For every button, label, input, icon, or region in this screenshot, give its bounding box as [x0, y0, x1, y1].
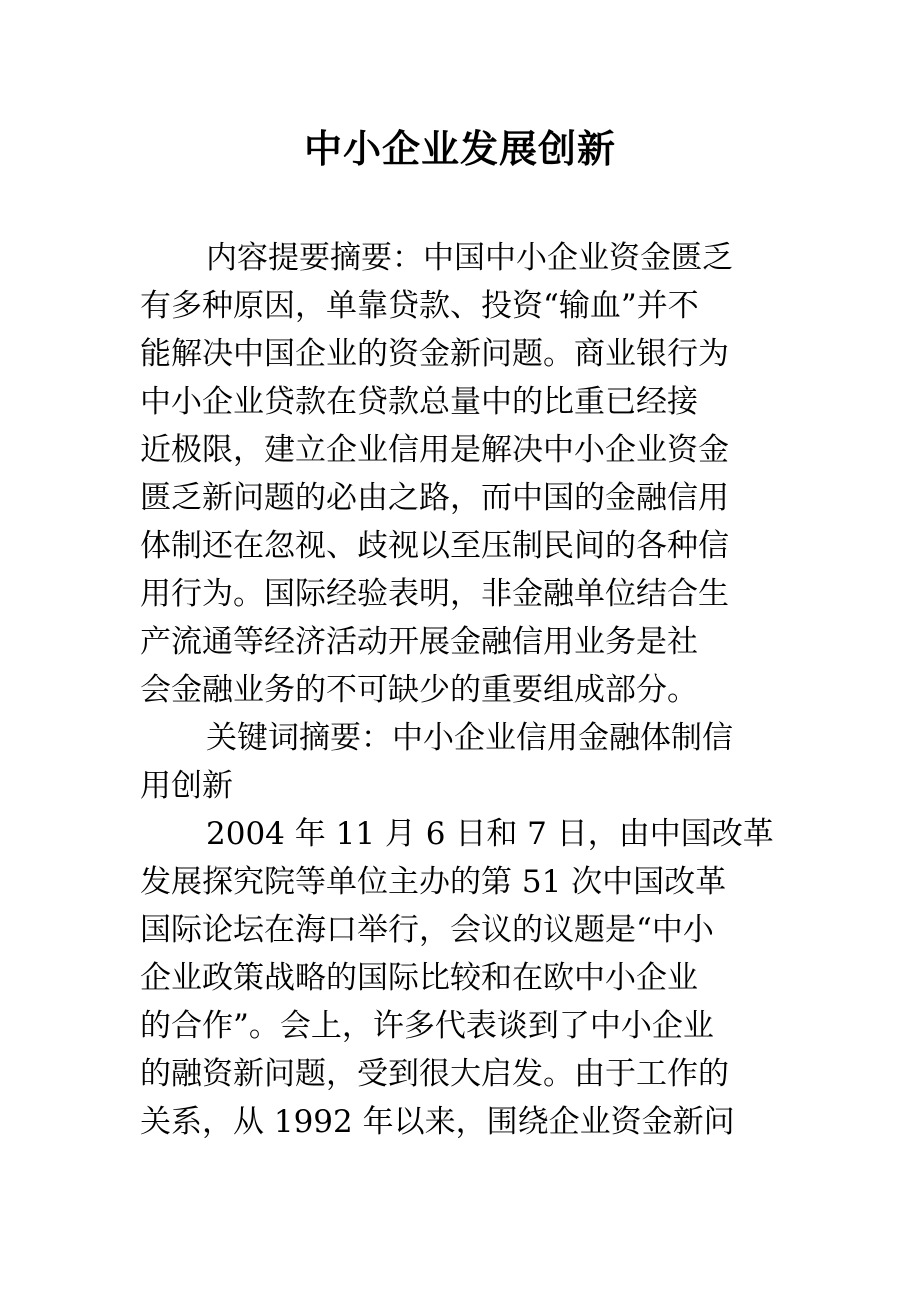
paragraph-line: 2004 年 11 月 6 日和 7 日，由中国改革	[206, 816, 774, 852]
paragraph-line: 企业政策战略的国际比较和在欧中小企业	[140, 960, 698, 996]
abstract-line: 会金融业务的不可缺少的重要组成部分。	[140, 672, 698, 708]
paragraph-line: 国际论坛在海口举行，会议的议题是“中小	[140, 912, 714, 948]
abstract-line: 产流通等经济活动开展金融信用业务是社	[140, 624, 698, 660]
abstract-line: 近极限，建立企业信用是解决中小企业资金	[140, 432, 729, 468]
abstract-line: 内容提要摘要：中国中小企业资金匮乏	[206, 240, 733, 276]
abstract-line: 中小企业贷款在贷款总量中的比重已经接	[140, 384, 698, 420]
paragraph-line: 的合作”。会上，许多代表谈到了中小企业	[140, 1008, 714, 1044]
abstract-line: 有多种原因，单靠贷款、投资“输血”并不	[140, 288, 699, 324]
abstract-line: 用行为。国际经验表明，非金融单位结合生	[140, 576, 729, 612]
document-body	[140, 234, 782, 1146]
abstract-line: 能解决中国企业的资金新问题。商业银行为	[140, 336, 729, 372]
abstract-line: 匮乏新问题的必由之路，而中国的金融信用	[140, 480, 729, 516]
document-title: 中小企业发展创新	[303, 126, 616, 171]
keywords-line: 关键词摘要：中小企业信用金融体制信	[206, 720, 733, 756]
paragraph-line: 关系，从 1992 年以来，围绕企业资金新问	[140, 1104, 735, 1140]
paragraph-line: 发展探究院等单位主办的第 51 次中国改革	[140, 864, 727, 900]
abstract-line: 体制还在忽视、歧视以至压制民间的各种信	[140, 528, 729, 564]
keywords-line: 用创新	[140, 768, 233, 804]
paragraph-line: 的融资新问题，受到很大启发。由于工作的	[140, 1056, 729, 1092]
